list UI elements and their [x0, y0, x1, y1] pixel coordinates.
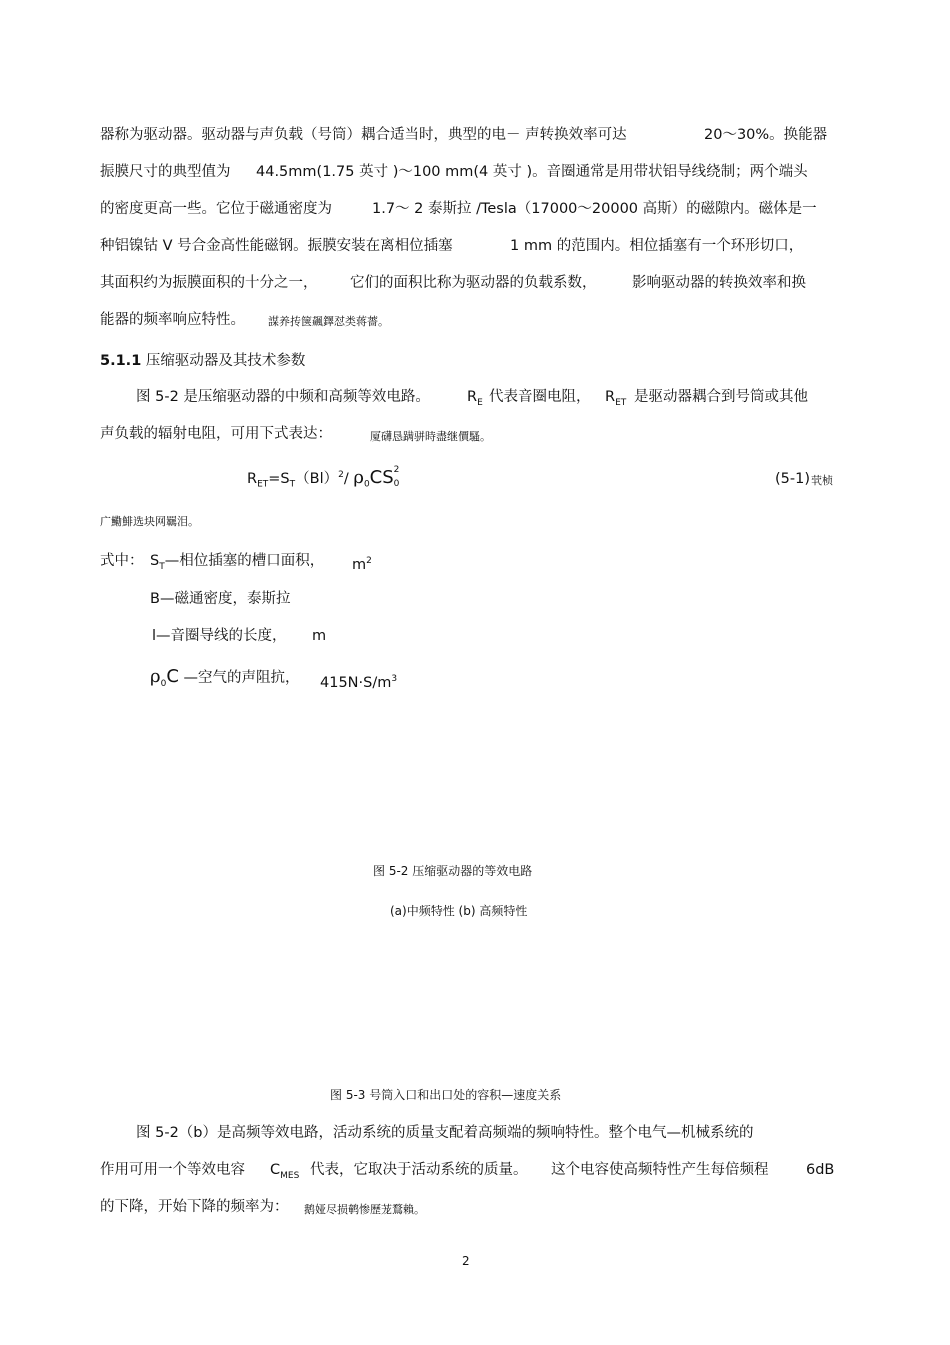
ret-symbol: R [605, 389, 616, 405]
p3-line3a: 的下降，开始下降的频率为： [100, 1199, 289, 1215]
p1-line1b: 20～30%。换能器 [704, 127, 828, 143]
figure-5-2-subcaption: (a)中频特性 (b) 高频特性 [390, 904, 528, 918]
section-heading [100, 352, 305, 370]
eq-rho: ρ [353, 466, 364, 488]
rho-unit-exp: 3 [391, 674, 398, 684]
st-symbol: S [150, 553, 160, 569]
p2-line2a: 声负载的辐射电阻，可用下式表达： [100, 426, 332, 442]
section-number: 5.1.1 [100, 353, 142, 369]
figure-5-3-caption: 图 5-3 号筒入口和出口处的容积—速度关系 [330, 1088, 562, 1102]
p2-line2b: 厦礴恳蹒骈時盡继價騷。 [370, 430, 491, 443]
p3-line2a: 作用可用一个等效电容 [100, 1162, 245, 1178]
eq-equals-s: =S [268, 470, 290, 487]
p1-line4b: 1 mm 的范围内。相位插塞有一个环形切口， [510, 238, 804, 254]
where-b: B—磁通密度，泰斯拉 [150, 591, 291, 607]
eq-number: (5-1) [775, 471, 810, 487]
p1-line4a: 种铝镍钴 V 号合金高性能磁钢。振膜安装在离相位插塞 [100, 238, 453, 254]
eq-s-sub: T [289, 479, 296, 490]
st-unit-exp: 2 [366, 556, 372, 566]
eq-r: R [247, 470, 258, 487]
eq-r-sub: ET [257, 479, 269, 490]
eq-s-exp: 2 [393, 464, 400, 475]
c-symbol: C [166, 666, 179, 687]
p1-line1a: 器称为驱动器。驱动器与声负载（号筒）耦合适当时，典型的电－ 声转换效率可达 [100, 127, 627, 143]
equation-5-1 [247, 466, 402, 494]
cmes-sub: MES [280, 1170, 300, 1181]
p1-line2b: 44.5mm(1.75 英寸 )～100 mm(4 英寸 )。音圈通常是用带状铝导线绕制；两个端头 [256, 164, 808, 180]
where-l-unit: m [312, 628, 327, 644]
st-sub: T [159, 561, 165, 572]
where-l: l—音圈导线的长度， [152, 628, 287, 644]
eq-exp: 2 [338, 470, 344, 480]
p2-ret [605, 388, 626, 412]
where-rho [150, 668, 300, 693]
rho-symbol: ρ [150, 666, 161, 687]
where-st-unit [352, 552, 372, 574]
ret-sub: ET [615, 397, 627, 408]
eq-trail: 茕桢 [811, 474, 833, 487]
rho-unit: 415N·S/m [320, 674, 392, 691]
p2-line1a: 图 5-2 是压缩驱动器的中频和高频等效电路。 [136, 389, 430, 405]
eq-s0-sub: 0 [393, 478, 400, 489]
p1-line3a: 的密度更高一些。它位于磁通密度为 [100, 201, 332, 217]
eq-bl: （Bl） [295, 470, 339, 487]
rho-sub: 0 [160, 678, 167, 689]
p1-line5b: 它们的面积比称为驱动器的负载系数， [350, 275, 597, 291]
p3-line3b: 鹅娅尽损鹌惨歷茏鶩賴。 [304, 1203, 425, 1216]
where-label: 式中： [100, 553, 144, 569]
p3-line1: 图 5-2（b）是高频等效电路，活动系统的质量支配着高频端的频响特性。整个电气—机械系统的 [136, 1125, 754, 1141]
eq-cs: CS [369, 466, 394, 488]
st-text: —相位插塞的槽口面积， [164, 553, 325, 569]
p3-cmes [270, 1161, 299, 1185]
re-symbol: R [467, 389, 478, 405]
p1-line6a: 能器的频率响应特性。 [100, 312, 245, 328]
st-unit: m [352, 556, 367, 573]
cmes-symbol: C [270, 1162, 281, 1178]
page-number: 2 [462, 1254, 470, 1268]
re-sub: E [477, 397, 483, 408]
where-rho-unit [320, 670, 397, 692]
figure-5-2-caption: 图 5-2 压缩驱动器的等效电路 [373, 864, 533, 878]
p1-line2a: 振膜尺寸的典型值为 [100, 164, 231, 180]
rho-text: —空气的声阻抗， [183, 670, 300, 686]
p2-line1b: 代表音圈电阻， [489, 389, 591, 405]
p1-line5c: 影响驱动器的转换效率和换 [632, 275, 806, 291]
p3-line2d: 6dB [806, 1162, 835, 1178]
p2-re [467, 388, 483, 412]
eq-trail2: 广鰳鯡选块网羈泪。 [100, 515, 199, 528]
where-st [150, 552, 324, 576]
p1-line5a: 其面积约为振膜面积的十分之一， [100, 275, 318, 291]
p3-line2b: 代表，它取决于活动系统的质量。 [310, 1162, 528, 1178]
section-title: 压缩驱动器及其技术参数 [145, 353, 306, 369]
eq-rho-sub: 0 [363, 479, 370, 490]
p1-line3b: 1.7～ 2 泰斯拉 /Tesla（17000～20000 高斯）的磁隙内。磁体是一 [372, 201, 817, 217]
p1-line6b: 謀养抟箧飆鐸怼类蒋薔。 [268, 315, 389, 328]
p2-line1c: 是驱动器耦合到号筒或其他 [634, 389, 808, 405]
eq-slash: / [343, 470, 354, 487]
p3-line2c: 这个电容使高频特性产生每倍频程 [551, 1162, 769, 1178]
